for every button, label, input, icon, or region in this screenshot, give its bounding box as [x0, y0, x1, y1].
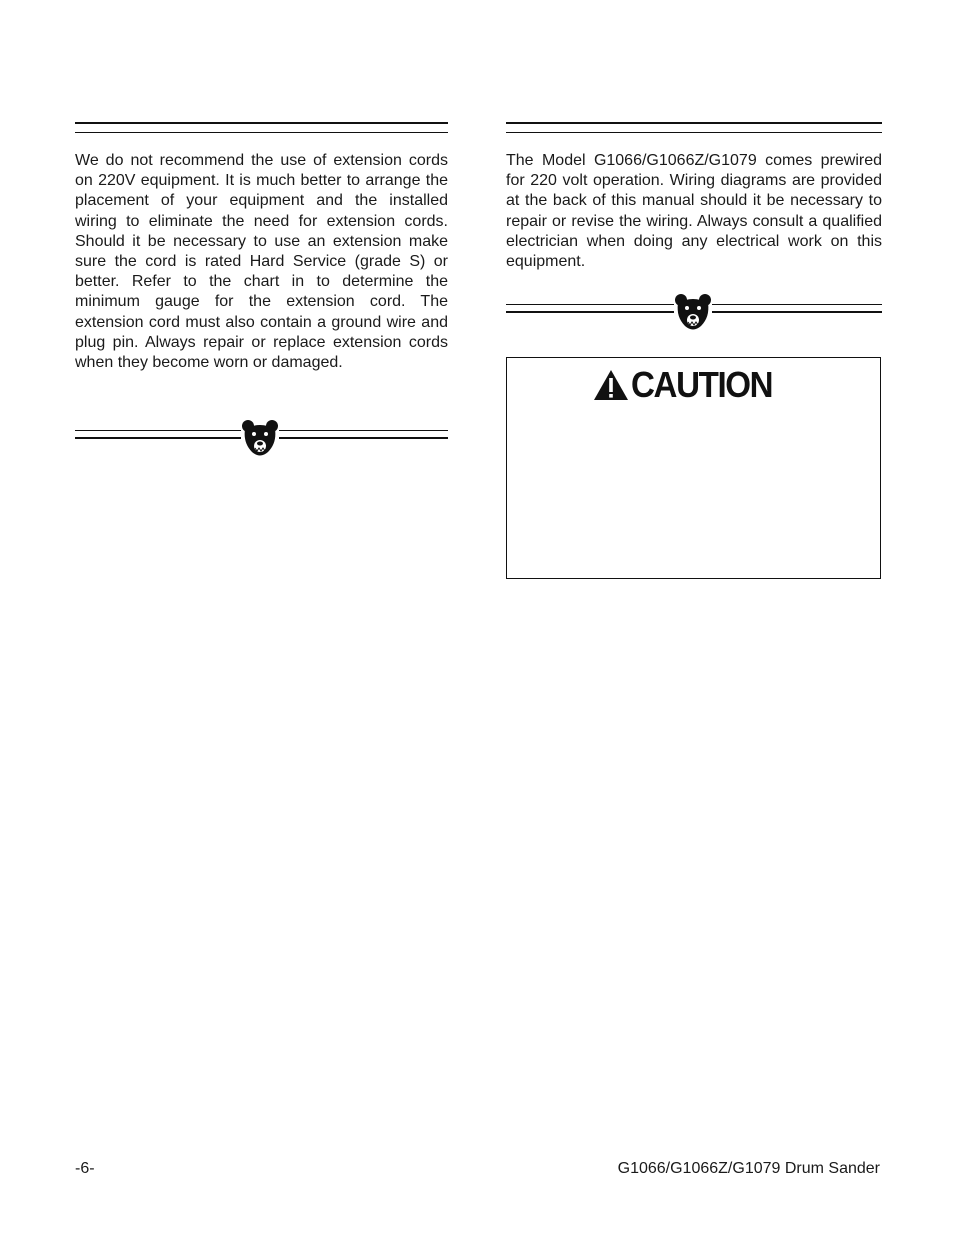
warning-triangle-icon: [593, 369, 629, 401]
left-column: [75, 122, 448, 373]
footer-title: G1066/G1066Z/G1079 Drum Sander: [617, 1160, 880, 1177]
caution-banner: [593, 364, 785, 406]
bear-head-icon: [241, 419, 279, 459]
wiring-paragraph: The Model G1066/G1066Z/G1079 comes prewired for 220 volt operation. Wiring diagrams are provided at the back of this manual should it be necessary to repair or revise the wiring. Always consult a qualified electrician when doing any electrical work on this equipment.: [506, 152, 882, 271]
section-heading-rule: [506, 122, 882, 133]
extension-cords-paragraph: We do not recommend the use of extension cords on 220V equipment. It is much better to arrange the placement of your equipment and the installed wiring to eliminate the need for extension cords. Should it be necessary to use an extension make sure the cord is rated Hard Service (grade S) or better. Refer to the chart in to determine the minimum gauge for the extension cord. The extension cord must also contain a ground wire and plug pin. Always repair or replace extension cords when they become worn or damaged.: [75, 152, 448, 372]
bear-divider: [75, 419, 448, 451]
bear-divider: [506, 293, 882, 325]
page-number: -6-: [75, 1160, 95, 1177]
caution-box: [506, 357, 881, 579]
right-column: [506, 122, 882, 272]
bear-head-icon: [674, 293, 712, 333]
section-heading-rule: [75, 122, 448, 133]
caution-label: CAUTION: [631, 364, 773, 405]
